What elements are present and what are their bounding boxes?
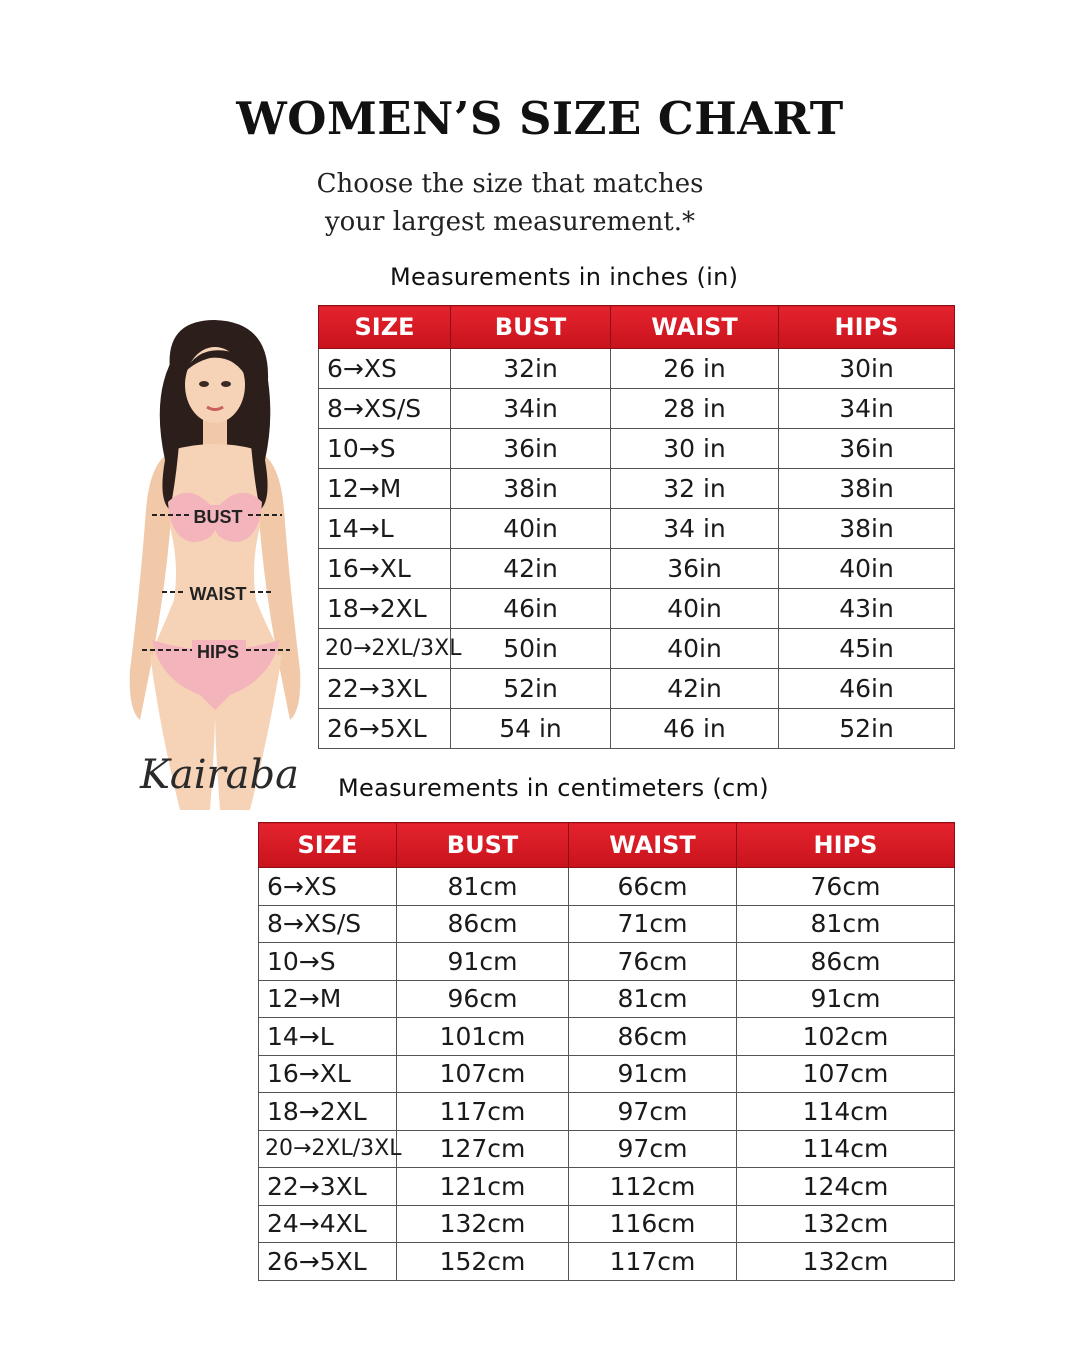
table-row xyxy=(259,905,955,943)
cell-waist: 42in xyxy=(611,669,779,709)
cell-size: 12→M xyxy=(259,980,397,1018)
cell-waist: 86cm xyxy=(569,1018,737,1056)
cell-waist: 34 in xyxy=(611,509,779,549)
cell-waist: 28 in xyxy=(611,389,779,429)
inches-header-hips: HIPS xyxy=(779,306,955,349)
inches-header-waist: WAIST xyxy=(611,306,779,349)
cell-hips: 81cm xyxy=(737,905,955,943)
cell-bust: 91cm xyxy=(397,943,569,981)
table-row xyxy=(259,1018,955,1056)
cell-bust: 132cm xyxy=(397,1205,569,1243)
table-row xyxy=(259,943,955,981)
cell-size: 22→3XL xyxy=(259,1168,397,1206)
table-row xyxy=(319,549,955,589)
cell-size: 20→2XL/3XL xyxy=(319,629,451,669)
cell-bust: 121cm xyxy=(397,1168,569,1206)
cell-hips: 36in xyxy=(779,429,955,469)
cell-hips: 102cm xyxy=(737,1018,955,1056)
inches-size-table xyxy=(318,305,955,749)
cell-bust: 38in xyxy=(451,469,611,509)
cell-waist: 91cm xyxy=(569,1055,737,1093)
cell-waist: 81cm xyxy=(569,980,737,1018)
cell-hips: 114cm xyxy=(737,1093,955,1131)
cm-header-hips: HIPS xyxy=(737,823,955,868)
table-row xyxy=(259,980,955,1018)
cell-size: 22→3XL xyxy=(319,669,451,709)
table-row xyxy=(259,1243,955,1281)
inches-heading: Measurements in inches (in) xyxy=(390,263,739,291)
cell-bust: 54 in xyxy=(451,709,611,749)
cell-waist: 36in xyxy=(611,549,779,589)
cell-bust: 81cm xyxy=(397,868,569,906)
hips-label: HIPS xyxy=(196,642,240,662)
cm-header-bust: BUST xyxy=(397,823,569,868)
cell-waist: 26 in xyxy=(611,349,779,389)
cell-size: 6→XS xyxy=(259,868,397,906)
cell-hips: 76cm xyxy=(737,868,955,906)
cell-waist: 32 in xyxy=(611,469,779,509)
cell-waist: 97cm xyxy=(569,1130,737,1168)
centimeters-size-table xyxy=(258,822,955,1281)
cell-hips: 30in xyxy=(779,349,955,389)
table-row xyxy=(319,629,955,669)
cell-size: 16→XL xyxy=(259,1055,397,1093)
bust-label: BUST xyxy=(193,507,243,527)
cell-bust: 40in xyxy=(451,509,611,549)
cell-size: 8→XS/S xyxy=(259,905,397,943)
cell-size: 16→XL xyxy=(319,549,451,589)
inches-table-body xyxy=(319,349,955,749)
cell-size: 14→L xyxy=(259,1018,397,1056)
cell-hips: 38in xyxy=(779,469,955,509)
table-row xyxy=(319,709,955,749)
table-row xyxy=(319,389,955,429)
cell-bust: 36in xyxy=(451,429,611,469)
body-measurement-illustration xyxy=(110,310,325,810)
cell-size: 26→5XL xyxy=(319,709,451,749)
cell-size: 20→2XL/3XL xyxy=(259,1130,397,1168)
cell-waist: 30 in xyxy=(611,429,779,469)
cell-size: 12→M xyxy=(319,469,451,509)
cm-table-body xyxy=(259,868,955,1281)
cell-bust: 52in xyxy=(451,669,611,709)
cell-size: 10→S xyxy=(319,429,451,469)
cm-header-waist: WAIST xyxy=(569,823,737,868)
cell-waist: 40in xyxy=(611,589,779,629)
cell-hips: 91cm xyxy=(737,980,955,1018)
table-row xyxy=(319,669,955,709)
cell-hips: 132cm xyxy=(737,1205,955,1243)
cell-bust: 152cm xyxy=(397,1243,569,1281)
cell-size: 14→L xyxy=(319,509,451,549)
cell-size: 24→4XL xyxy=(259,1205,397,1243)
cell-hips: 124cm xyxy=(737,1168,955,1206)
table-row xyxy=(259,868,955,906)
cell-waist: 117cm xyxy=(569,1243,737,1281)
inches-header-size: SIZE xyxy=(319,306,451,349)
cell-bust: 50in xyxy=(451,629,611,669)
cell-hips: 45in xyxy=(779,629,955,669)
cell-hips: 40in xyxy=(779,549,955,589)
cell-waist: 66cm xyxy=(569,868,737,906)
subtitle-line-1: Choose the size that matches xyxy=(316,169,704,199)
cell-hips: 107cm xyxy=(737,1055,955,1093)
waist-label: WAIST xyxy=(189,584,247,604)
cm-header-size: SIZE xyxy=(259,823,397,868)
cell-hips: 132cm xyxy=(737,1243,955,1281)
cell-hips: 46in xyxy=(779,669,955,709)
cell-hips: 52in xyxy=(779,709,955,749)
cell-hips: 114cm xyxy=(737,1130,955,1168)
cell-waist: 46 in xyxy=(611,709,779,749)
table-row xyxy=(319,429,955,469)
cell-waist: 116cm xyxy=(569,1205,737,1243)
cell-bust: 127cm xyxy=(397,1130,569,1168)
cell-bust: 107cm xyxy=(397,1055,569,1093)
cell-size: 18→2XL xyxy=(319,589,451,629)
cell-size: 10→S xyxy=(259,943,397,981)
table-row xyxy=(319,509,955,549)
cell-waist: 40in xyxy=(611,629,779,669)
table-row xyxy=(259,1055,955,1093)
cell-bust: 32in xyxy=(451,349,611,389)
table-row xyxy=(319,589,955,629)
table-row xyxy=(259,1130,955,1168)
cell-waist: 112cm xyxy=(569,1168,737,1206)
cell-size: 6→XS xyxy=(319,349,451,389)
cell-waist: 97cm xyxy=(569,1093,737,1131)
cell-bust: 34in xyxy=(451,389,611,429)
cell-hips: 34in xyxy=(779,389,955,429)
cell-bust: 117cm xyxy=(397,1093,569,1131)
cell-waist: 76cm xyxy=(569,943,737,981)
cell-size: 18→2XL xyxy=(259,1093,397,1131)
cell-hips: 38in xyxy=(779,509,955,549)
cell-bust: 96cm xyxy=(397,980,569,1018)
cell-bust: 101cm xyxy=(397,1018,569,1056)
cell-waist: 71cm xyxy=(569,905,737,943)
table-row xyxy=(319,469,955,509)
centimeters-heading: Measurements in centimeters (cm) xyxy=(338,774,769,802)
cell-bust: 86cm xyxy=(397,905,569,943)
table-row xyxy=(319,349,955,389)
table-row xyxy=(259,1205,955,1243)
subtitle-line-2: your largest measurement.* xyxy=(324,207,696,237)
cell-size: 8→XS/S xyxy=(319,389,451,429)
cell-bust: 42in xyxy=(451,549,611,589)
table-row xyxy=(259,1168,955,1206)
brand-logo: Kairaba xyxy=(140,752,299,798)
inches-header-bust: BUST xyxy=(451,306,611,349)
page-title: WOMEN’S SIZE CHART xyxy=(236,92,844,145)
cell-bust: 46in xyxy=(451,589,611,629)
cell-size: 26→5XL xyxy=(259,1243,397,1281)
cell-hips: 43in xyxy=(779,589,955,629)
cell-hips: 86cm xyxy=(737,943,955,981)
table-row xyxy=(259,1093,955,1131)
